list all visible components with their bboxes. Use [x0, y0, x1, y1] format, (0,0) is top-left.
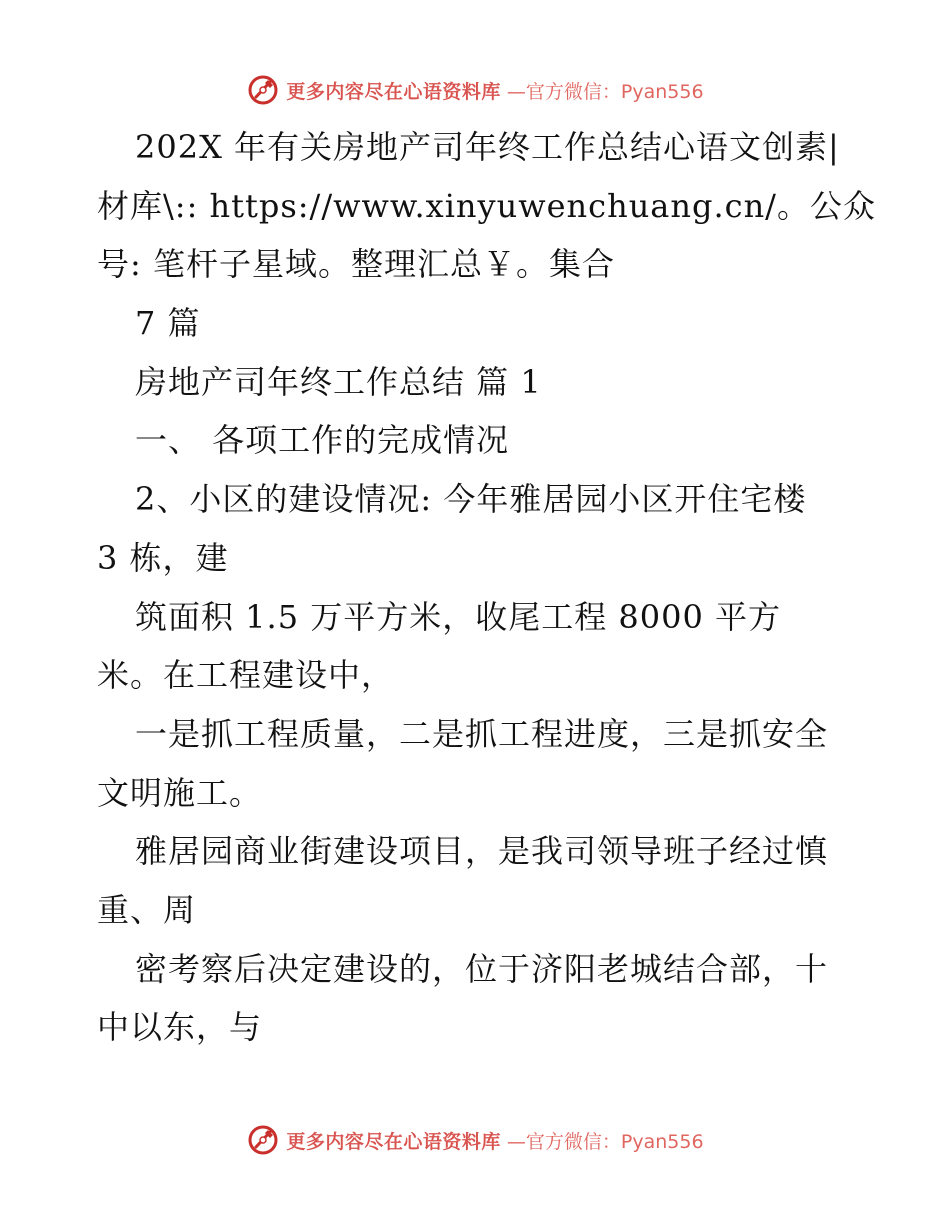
text-line: 重、周: [97, 890, 197, 929]
document-body: [97, 118, 876, 1057]
footer-banner-text: 更多内容尽在心语资料库: [286, 1130, 501, 1153]
page-footer: [0, 1118, 950, 1162]
text-line: 号: 笔杆子星域。整理汇总￥。集合: [97, 245, 615, 284]
text-line: 中以东，与: [97, 1008, 263, 1047]
footer-banner-contact: —官方微信：Pyan556: [506, 1130, 704, 1153]
text-line: 3 栋，建: [97, 538, 229, 577]
text-line: 一是抓工程质量，二是抓工程进度，三是抓安全: [135, 714, 829, 753]
header-banner-text: 更多内容尽在心语资料库: [286, 80, 501, 103]
logo-icon: [246, 73, 280, 107]
text-line: 筑面积 1.5 万平方米，收尾工程 8000 平方: [135, 597, 782, 636]
text-line: 文明施工。: [97, 773, 263, 812]
text-line: 雅居园商业街建设项目，是我司领导班子经过慎: [135, 832, 829, 871]
text-line: 材库\:: https://www.xinyuwenchuang.cn/。公众: [97, 186, 876, 225]
text-line: 202X 年有关房地产司年终工作总结心语文创素|: [135, 128, 840, 166]
text-line: 密考察后决定建设的，位于济阳老城结合部，十: [135, 949, 829, 988]
logo-icon: [246, 1123, 280, 1157]
footer-banner: [246, 1123, 703, 1157]
text-line: 米。在工程建设中，: [97, 656, 395, 695]
subsection-heading: 一、 各项工作的完成情况: [135, 421, 510, 460]
text-line: 2、小区的建设情况: 今年雅居园小区开住宅楼: [135, 480, 807, 519]
page-header: [0, 68, 950, 112]
section-heading: 房地产司年终工作总结 篇 1: [135, 362, 542, 401]
text-line: 7 篇: [135, 304, 201, 343]
header-banner-contact: —官方微信：Pyan556: [506, 80, 704, 103]
header-banner: [246, 73, 703, 107]
